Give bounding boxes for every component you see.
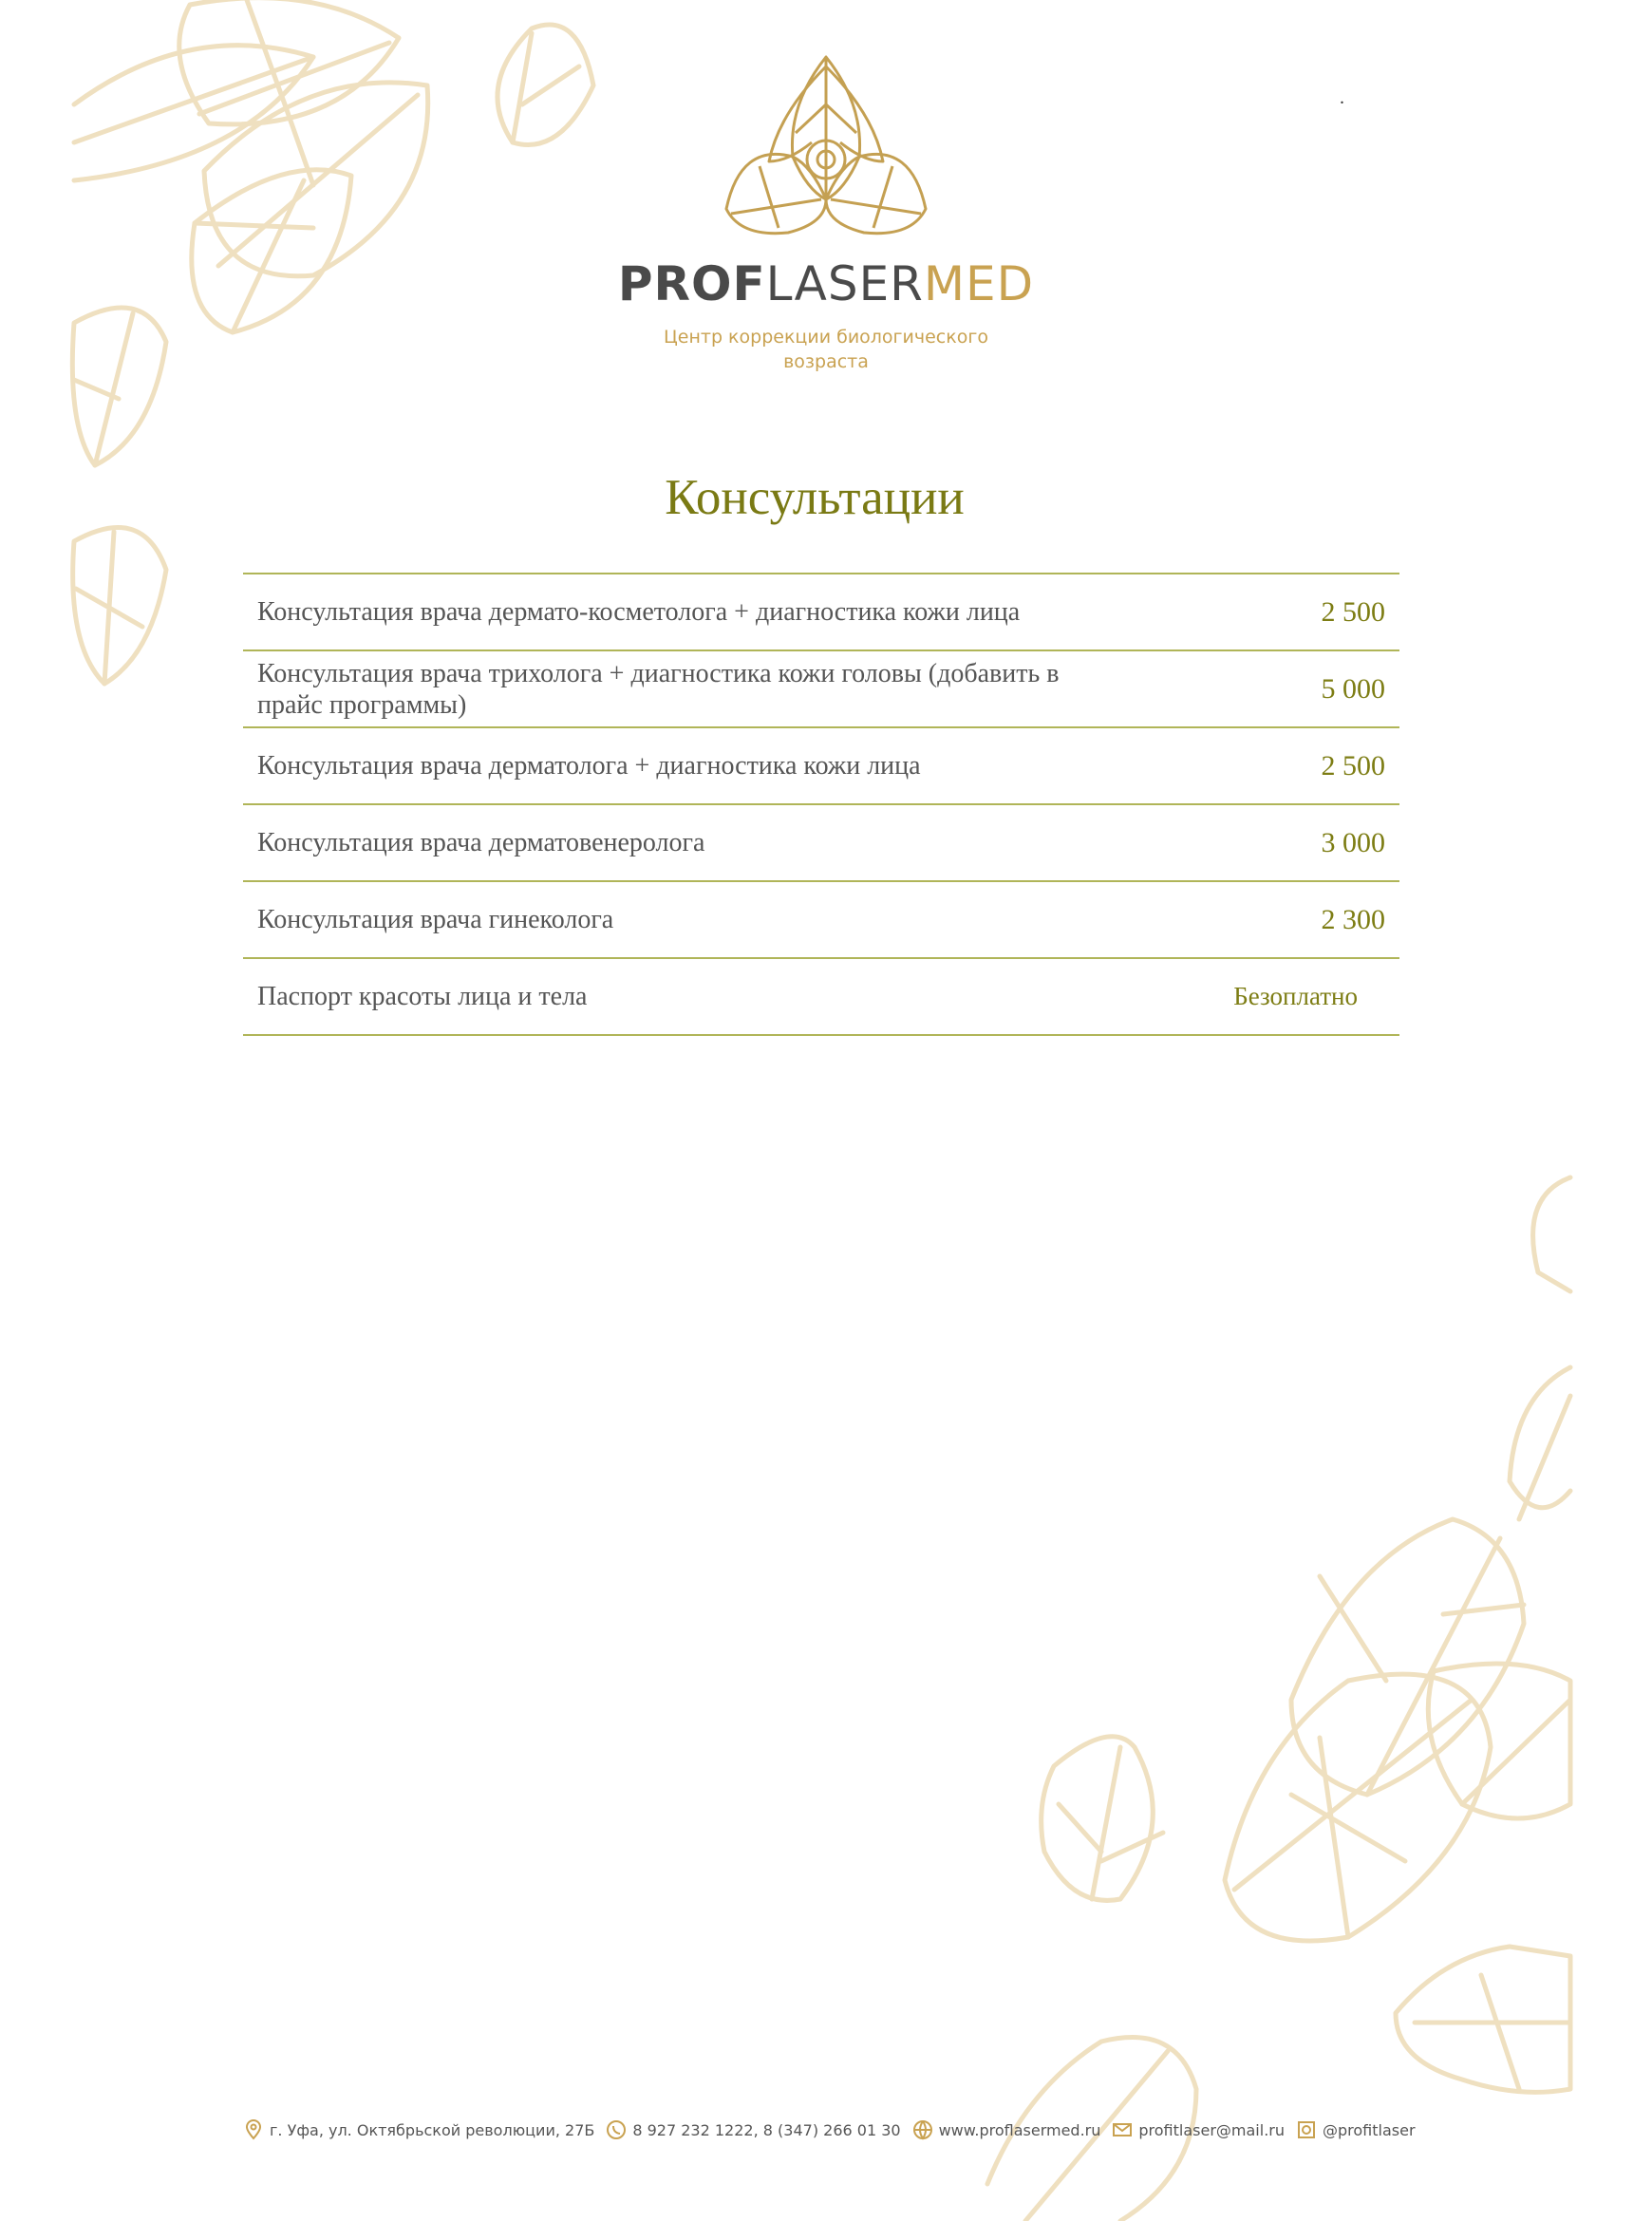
service-price: 5 000: [1126, 650, 1399, 727]
mail-icon: [1112, 2119, 1133, 2140]
service-name: Консультация врача гинеколога: [243, 881, 1126, 958]
email-link[interactable]: profitlaser@mail.ru: [1138, 2120, 1285, 2139]
service-name: Консультация врача дерматолога + диагностика кожи лица: [243, 727, 1126, 804]
table-row: [243, 727, 1399, 804]
phones-text: 8 927 232 1222, 8 (347) 266 01 30: [632, 2120, 901, 2139]
footer-email[interactable]: [1112, 2119, 1285, 2140]
location-pin-icon: [243, 2119, 264, 2140]
service-name: Консультация врача дерматовенеролога: [243, 804, 1126, 881]
brand-name-part2: LASER: [765, 256, 924, 311]
corner-mark: .: [1340, 87, 1344, 108]
table-row: [243, 804, 1399, 881]
service-name: Паспорт красоты лица и тела: [243, 958, 1126, 1035]
table-row: [243, 958, 1399, 1035]
footer-instagram[interactable]: [1296, 2119, 1416, 2140]
service-price: Безоплатно: [1126, 958, 1399, 1035]
service-price: 3 000: [1126, 804, 1399, 881]
instagram-icon: [1296, 2119, 1317, 2140]
service-price: 2 300: [1126, 881, 1399, 958]
service-name: Консультация врача дермато-косметолога + диагностика кожи лица: [243, 574, 1126, 650]
contact-footer: [243, 2116, 1416, 2144]
table-row: [243, 574, 1399, 650]
globe-icon: [912, 2119, 933, 2140]
brand-name: [0, 256, 1652, 311]
instagram-link[interactable]: @profitlaser: [1323, 2120, 1416, 2139]
table-row: [243, 881, 1399, 958]
brand-name-part1: PROF: [617, 256, 766, 311]
table-row: [243, 650, 1399, 727]
phone-icon: [606, 2119, 627, 2140]
brand-logo-icon: [722, 47, 930, 242]
website-link[interactable]: www.proflasermed.ru: [938, 2120, 1101, 2139]
address-text: г. Уфа, ул. Октябрьской революции, 27Б: [270, 2120, 595, 2139]
footer-website[interactable]: [912, 2119, 1101, 2140]
service-price: 2 500: [1126, 574, 1399, 650]
service-name: Консультация врача трихолога + диагностика кожи головы (добавить в прайс программы): [243, 650, 1126, 727]
footer-phones: [606, 2119, 900, 2140]
price-table: [243, 573, 1399, 1036]
footer-address: [243, 2119, 594, 2140]
brand-tagline: Центр коррекции биологического возраста: [664, 327, 988, 372]
service-price: 2 500: [1126, 727, 1399, 804]
brand-name-part3: MED: [923, 256, 1035, 311]
page-title: Консультации: [665, 469, 965, 525]
